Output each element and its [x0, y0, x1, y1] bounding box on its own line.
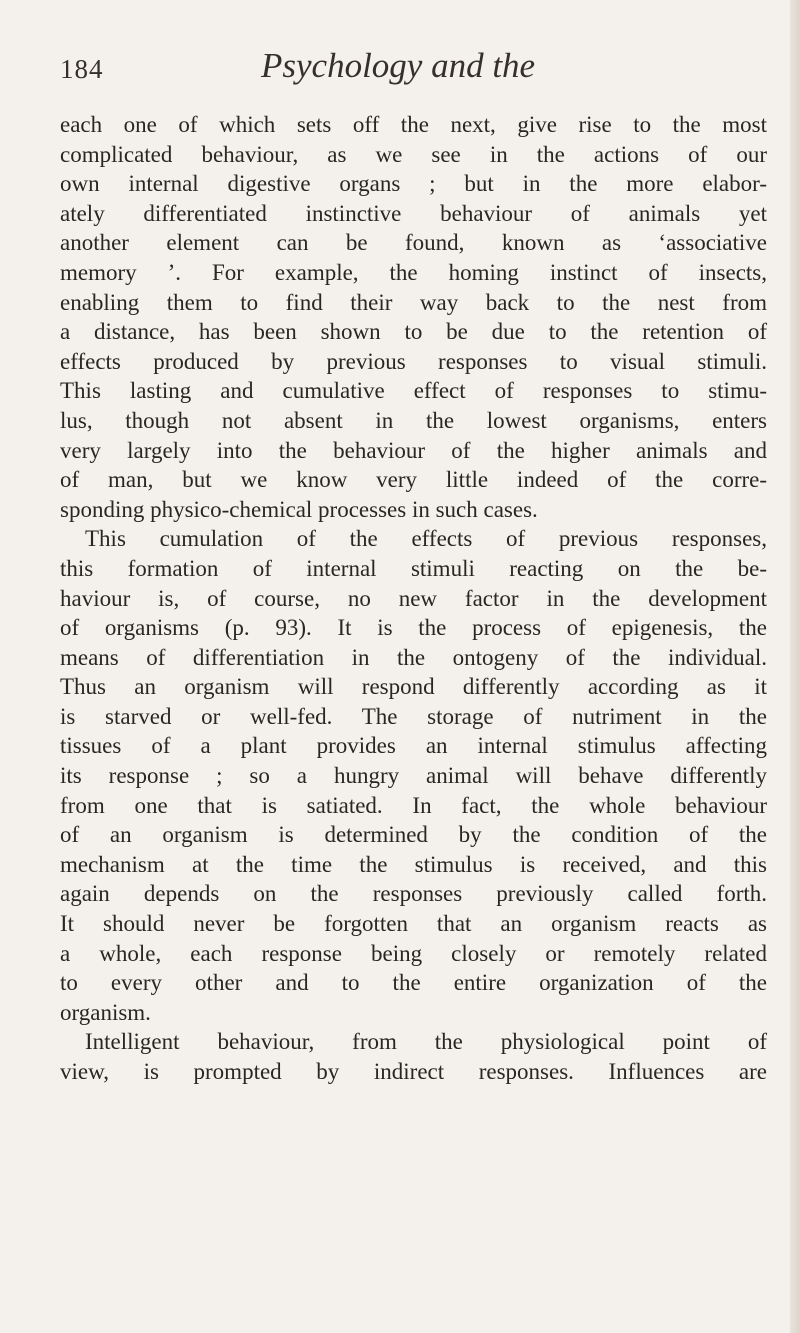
text-line: to every other and to the entire organization of the — [60, 970, 767, 996]
text-line: This cumulation of the effects of previous responses, — [85, 526, 767, 552]
text-line: ately differentiated instinctive behaviour of animals yet — [60, 200, 767, 226]
text-line: lus, though not absent in the lowest organisms, enters — [60, 407, 767, 433]
text-line: is starved or well-fed. The storage of nutriment in the — [60, 703, 767, 729]
text-line: each one of which sets off the next, give rise to the most — [60, 112, 767, 137]
text-line: organism. — [60, 999, 151, 1025]
text-line: tissues of a plant provides an internal stimulus affecting — [60, 733, 767, 759]
text-line: a whole, each response being closely or remotely related — [60, 940, 767, 966]
text-line: Thus an organism will respond differently according as it — [60, 674, 767, 700]
text-line: a distance, has been shown to be due to the retention of — [60, 319, 767, 345]
text-line: again depends on the responses previously called forth. — [60, 881, 767, 907]
text-line: another element can be found, known as ‘associative — [60, 230, 767, 256]
text-line: of organisms (p. 93). It is the process of epigenesis, the — [60, 615, 767, 641]
text-line: complicated behaviour, as we see in the actions of our — [60, 141, 767, 167]
text-line: own internal digestive organs ; but in the more elabor- — [60, 171, 767, 197]
text-line: memory ’. For example, the homing instinct of insects, — [60, 259, 767, 285]
text-line: from one that is satiated. In fact, the whole behaviour — [60, 792, 767, 818]
text-line: sponding physico-chemical processes in such cases. — [60, 496, 538, 522]
text-line: It should never be forgotten that an organism reacts as — [60, 911, 767, 937]
text-line: of man, but we know very little indeed of the corre- — [60, 467, 767, 493]
page-header — [0, 46, 800, 96]
text-line: This lasting and cumulative effect of responses to stimu- — [60, 378, 767, 404]
text-line: of an organism is determined by the condition of the — [60, 822, 767, 848]
text-line: its response ; so a hungry animal will behave differently — [60, 763, 767, 789]
body-text — [60, 110, 767, 1087]
text-line: view, is prompted by indirect responses. Influences are — [60, 1059, 767, 1084]
text-line: very largely into the behaviour of the higher animals and — [60, 437, 767, 463]
text-line: this formation of internal stimuli reacting on the be- — [60, 555, 767, 581]
text-line: effects produced by previous responses to visual stimuli. — [60, 348, 767, 374]
running-title: Psychology and the — [261, 46, 536, 85]
text-line: enabling them to find their way back to the nest from — [60, 289, 767, 315]
page-number: 184 — [60, 54, 104, 84]
text-line: means of differentiation in the ontogeny of the individual. — [60, 644, 767, 670]
text-line: mechanism at the time the stimulus is received, and this — [60, 851, 767, 877]
text-line: haviour is, of course, no new factor in the development — [60, 585, 767, 611]
text-line: Intelligent behaviour, from the physiological point of — [85, 1029, 767, 1055]
page-edge-shadow — [790, 0, 800, 1333]
